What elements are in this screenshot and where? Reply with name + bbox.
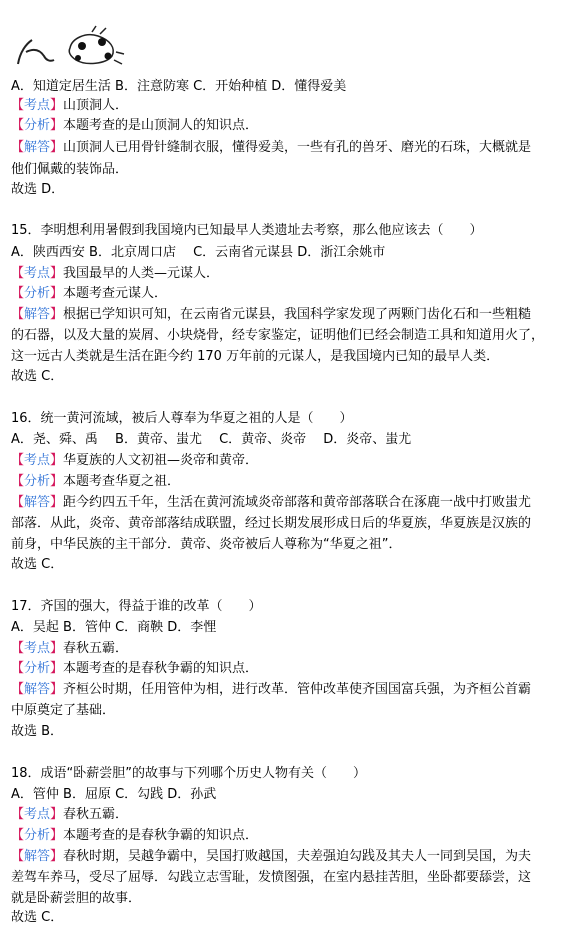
sketch-illustration-icon	[12, 22, 132, 72]
q16-jieda: 【解答】距今约四五千年，生活在黄河流域炎帝部落和黄帝部落联合在涿鹿一战中打败蚩尤	[11, 495, 532, 510]
q18-jieda-cont-1: 差驾车养马，受尽了屈辱．勾践立志雪耻，发愤图强，在室内悬挂苦胆，坐卧都要舔尝，这	[11, 870, 532, 885]
q14-fenxi: 【分析】本题考查的是山顶洞人的知识点．	[11, 118, 259, 133]
q18-question: 18．成语“卧薪尝胆”的故事与下列哪个历史人物有关（ ）	[11, 766, 367, 781]
q16-options: A．尧、舜、禹 B．黄帝、蚩尤 C．黄帝、炎帝 D．炎帝、蚩尤	[11, 432, 412, 447]
q18-kaodian: 【考点】春秋五霸．	[11, 807, 129, 822]
q17-options: A．吴起 B．管仲 C．商鞅 D．李悝	[11, 620, 217, 635]
q17-kaodian: 【考点】春秋五霸．	[11, 641, 129, 656]
q16-jieda-cont-2: 前身，中华民族的主干部分．黄帝、炎帝被后人尊称为“华夏之祖”．	[11, 537, 402, 552]
q15-fenxi: 【分析】本题考查元谋人．	[11, 286, 168, 301]
q18-answer: 故选 C．	[11, 910, 64, 925]
q14-answer: 故选 D．	[11, 182, 65, 197]
q15-jieda: 【解答】根据已学知识可知，在云南省元谋县，我国科学家发现了两颗门齿化石和一些粗糙	[11, 307, 532, 322]
q16-fenxi: 【分析】本题考查华夏之祖．	[11, 474, 181, 489]
q17-answer: 故选 B．	[11, 724, 64, 739]
q18-jieda-cont-2: 就是卧薪尝胆的故事．	[11, 891, 142, 906]
q17-question: 17．齐国的强大，得益于谁的改革（ ）	[11, 599, 262, 614]
q14-jieda: 【解答】山顶洞人已用骨针缝制衣服，懂得爱美，一些有孔的兽牙、磨光的石珠，大概就是	[11, 140, 532, 155]
q14-options: A．知道定居生活 B．注意防寒 C．开始种植 D．懂得爱美	[11, 79, 347, 94]
q14-jieda-cont: 他们佩戴的装饰品．	[11, 162, 129, 177]
q17-fenxi: 【分析】本题考查的是春秋争霸的知识点．	[11, 661, 259, 676]
q17-jieda: 【解答】齐桓公时期，任用管仲为相，进行改革．管仲改革使齐国国富兵强，为齐桓公首霸	[11, 682, 532, 697]
q15-question: 15．李明想利用暑假到我国境内已知最早人类遗址去考察，那么他应该去（ ）	[11, 223, 483, 238]
q18-jieda: 【解答】春秋时期，吴越争霸中，吴国打败越国，夫差强迫勾践及其夫人一同到吴国，为夫	[11, 849, 532, 864]
q15-kaodian: 【考点】我国最早的人类—元谋人．	[11, 266, 220, 281]
q16-question: 16．统一黄河流域，被后人尊奉为华夏之祖的人是（ ）	[11, 411, 353, 426]
q15-jieda-cont-1: 的石器，以及大量的炭屑、小块烧骨，经专家鉴定，证明他们已经会制造工具和知道用火了，	[11, 328, 545, 343]
q18-options: A．管仲 B．屈原 C．勾践 D．孙武	[11, 787, 217, 802]
q16-answer: 故选 C．	[11, 557, 64, 572]
q18-fenxi: 【分析】本题考查的是春秋争霸的知识点．	[11, 828, 259, 843]
q16-kaodian: 【考点】华夏族的人文初祖—炎帝和黄帝．	[11, 453, 259, 468]
q15-answer: 故选 C．	[11, 369, 64, 384]
q15-options: A．陕西西安 B．北京周口店 C．云南省元谋县 D．浙江余姚市	[11, 245, 386, 260]
q15-jieda-cont-2: 这一远古人类就是生活在距今约 170 万年前的元谋人，是我国境内已知的最早人类．	[11, 349, 500, 364]
q17-jieda-cont: 中原奠定了基础．	[11, 703, 116, 718]
q14-kaodian: 【考点】山顶洞人．	[11, 98, 129, 113]
q16-jieda-cont-1: 部落．从此，炎帝、黄帝部落结成联盟，经过长期发展形成日后的华夏族，华夏族是汉族的	[11, 516, 532, 531]
